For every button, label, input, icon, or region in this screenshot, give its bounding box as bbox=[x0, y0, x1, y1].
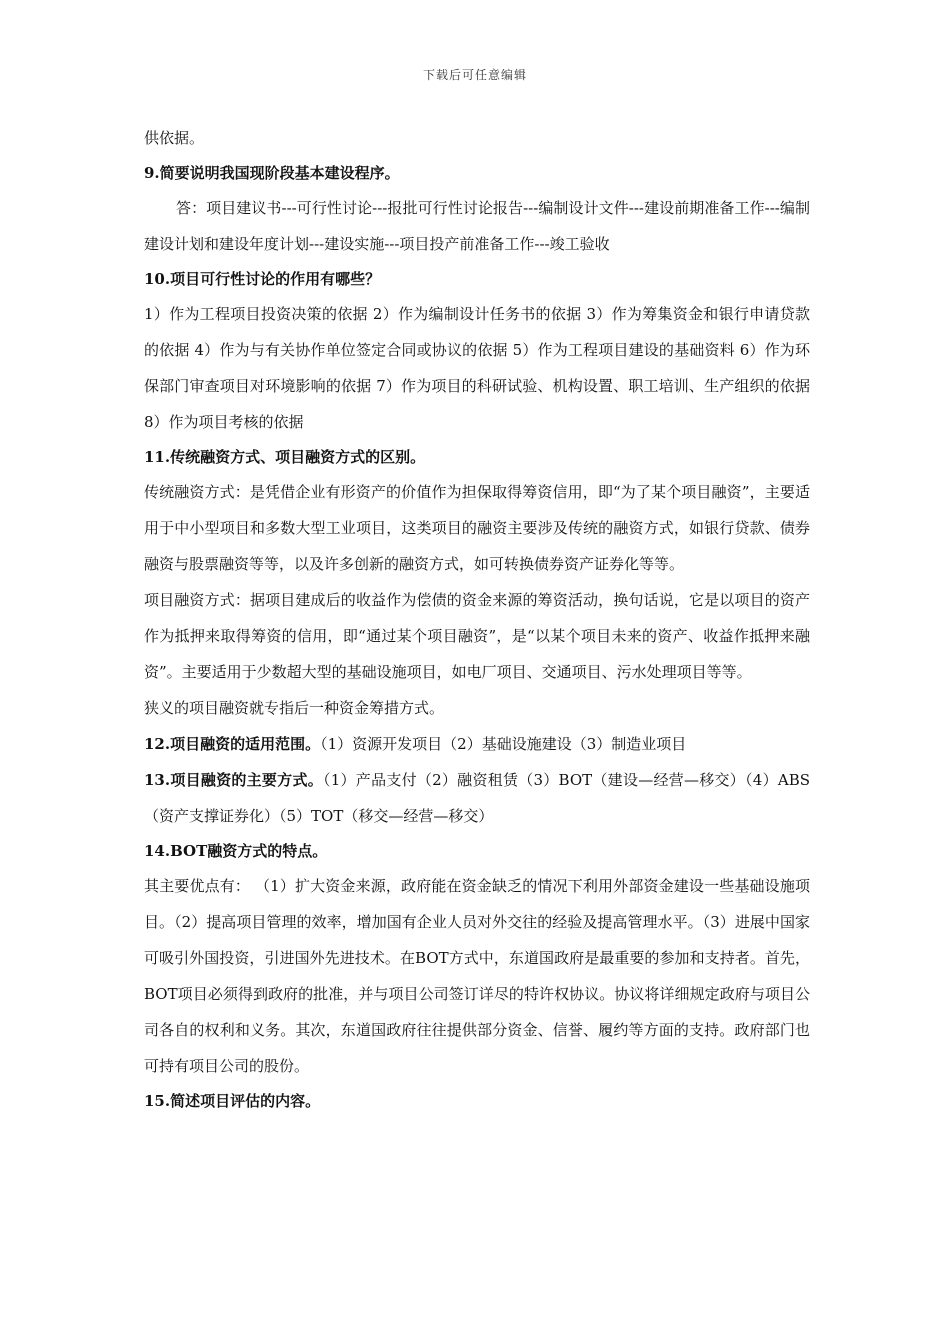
answer-12: （1）资源开发项目（2）基础设施建设（3）制造业项目 bbox=[320, 735, 687, 753]
question-14: 14.BOT融资方式的特点。 bbox=[144, 842, 328, 860]
document-body bbox=[144, 120, 810, 1118]
answer-13: （1）产品支付（2）融资租赁（3）BOT（建设—经营—移交）（4）ABS（资产支撑证券化）（5）TOT（移交—经营—移交） bbox=[144, 771, 810, 825]
answer-11-project: 项目融资方式：据项目建成后的收益作为偿债的资金来源的筹资活动，换句话说，它是以项目的资产作为抵押来取得筹资的信用，即“通过某个项目融资”，是“以某个项目未来的资产、收益作抵押来融资”。主要适用于少数超大型的基础设施项目，如电厂项目、交通项目、污水处理项目等等。 bbox=[144, 591, 810, 681]
question-11: 11.传统融资方式、项目融资方式的区别。 bbox=[144, 448, 426, 466]
question-15: 15.简述项目评估的内容。 bbox=[144, 1092, 321, 1110]
answer-11-note: 狭义的项目融资就专指后一种资金筹措方式。 bbox=[144, 699, 445, 717]
question-13: 13.项目融资的主要方式。 bbox=[144, 771, 323, 789]
answer-9: 答：项目建议书---可行性讨论---报批可行性讨论报告---编制设计文件---建设前期准备工作---编制建设计划和建设年度计划---建设实施---项目投产前准备工作---竣工验收 bbox=[144, 199, 810, 253]
question-12: 12.项目融资的适用范围。 bbox=[144, 735, 321, 753]
answer-11-traditional: 传统融资方式：是凭借企业有形资产的价值作为担保取得筹资信用，即“为了某个项目融资”，主要适用于中小型项目和多数大型工业项目，这类项目的融资主要涉及传统的融资方式，如银行贷款、债券融资与股票融资等等，以及许多创新的融资方式，如可转换债券资产证券化等等。 bbox=[144, 483, 810, 573]
page-header: 下载后可任意编辑 bbox=[422, 68, 527, 82]
question-9: 9.简要说明我国现阶段基本建设程序。 bbox=[144, 164, 400, 182]
answer-10: 1）作为工程项目投资决策的依据 2）作为编制设计任务书的依据 3）作为筹集资金和银行申请贷款的依据 4）作为与有关协作单位签定合同或协议的依据 5）作为工程项目建设的基础资料 6）作为环保部门审查项目对环境影响的依据 7）作为项目的科研试验、机构设置、职工培训、生产组织的依据 8）作为项目考核的依据 bbox=[144, 305, 810, 431]
question-13-line bbox=[144, 762, 810, 834]
question-10: 10.项目可行性讨论的作用有哪些？ bbox=[144, 270, 381, 288]
answer-14: 其主要优点有： （1）扩大资金来源，政府能在资金缺乏的情况下利用外部资金建设一些基础设施项目。（2）提高项目管理的效率，增加国有企业人员对外交往的经验及提高管理水平。（3）进展中国家可吸引外国投资，引进国外先进技术。在BOT方式中，东道国政府是最重要的参加和支持者。首先，BOT项目必须得到政府的批准，并与项目公司签订详尽的特许权协议。协议将详细规定政府与项目公司各自的权利和义务。其次，东道国政府往往提供部分资金、信誉、履约等方面的支持。政府部门也可持有项目公司的股份。 bbox=[144, 877, 810, 1075]
paragraph-continuation: 供依据。 bbox=[144, 129, 205, 147]
question-12-line bbox=[144, 726, 810, 762]
